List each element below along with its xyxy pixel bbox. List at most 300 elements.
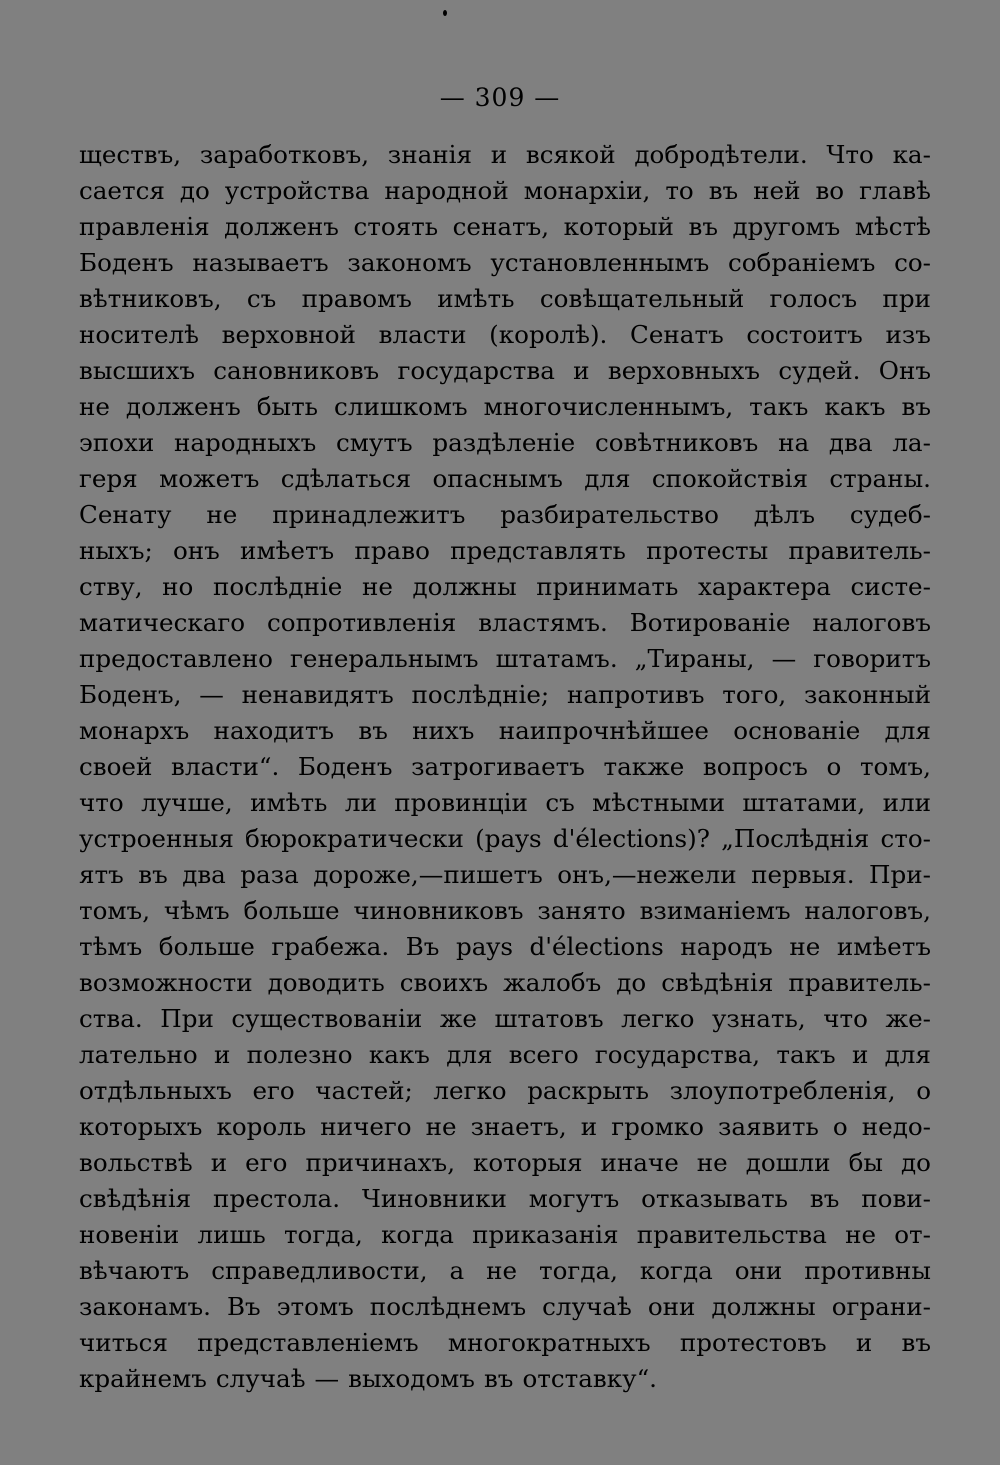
word: — [771,644,797,673]
text-line [79,497,931,533]
word: Онъ [878,356,931,385]
word: Что [826,140,874,169]
word: грабежа. [271,932,390,961]
word: Боденъ [297,752,393,781]
word: могутъ [528,1184,620,1213]
text-line [79,389,931,425]
word: народной [384,176,509,205]
word: долженъ [224,212,339,241]
word: ству, [79,572,143,601]
word: Сенату [79,500,172,529]
word: отставку“. [522,1364,657,1393]
word: основаніе [733,716,861,745]
word: чиновниковъ [353,896,524,925]
word: государства, [594,1040,761,1069]
word: о [832,1112,848,1141]
word: на [778,428,810,457]
word: налоговъ, [804,896,931,925]
word: должны [711,1292,816,1321]
word: генеральнымъ [290,644,479,673]
word: своей [79,752,153,781]
word: лательно [79,1040,198,1069]
word: слишкомъ [334,392,468,421]
text-line [79,821,931,857]
word: добродѣтели. [634,140,808,169]
word: больше [243,896,340,925]
word: съ [246,284,277,313]
word: крайнемъ [79,1364,207,1393]
word: судей. [778,356,861,385]
word: первыя. [751,860,855,889]
word: ществъ, [79,140,182,169]
word: въ [809,1184,840,1213]
word: многочисленнымъ, [483,392,734,421]
text-line [79,677,931,713]
word: совѣщательный [539,284,745,313]
word: со- [894,248,931,277]
word: его [252,1076,295,1105]
word: жалобъ [503,968,602,997]
word: протесты [646,536,769,565]
word: злоупотребленія, [669,1076,896,1105]
word: лишь [197,1220,266,1249]
word: того, [722,680,787,709]
word: не [425,1112,457,1141]
word: читься [79,1328,168,1357]
word: ненавидятъ [241,680,394,709]
word: дороже,—пишетъ [313,860,543,889]
word: не [789,932,821,961]
word: не [696,1148,728,1177]
word: (pays [475,824,542,853]
word: король [216,1112,307,1141]
text-line [79,533,931,569]
word: доводить [267,968,385,997]
word: Боденъ [79,248,174,277]
word: закономъ [347,248,472,277]
word: представлять [450,536,626,565]
word: чѣмъ [163,896,230,925]
word: законный [803,680,931,709]
word: не [79,392,110,421]
text-line [79,1109,931,1145]
word: не [486,1256,518,1285]
word: характера [698,572,831,601]
word: монархъ [79,716,190,745]
word: они [734,1256,783,1285]
text-line [79,353,931,389]
word: такъ [776,1040,836,1069]
word: лучше, [141,788,233,817]
word: правитель- [788,536,931,565]
word: а [449,1256,465,1285]
word: вопросъ [702,752,808,781]
word: два [182,860,226,889]
word: своихъ [399,968,489,997]
word: что [79,788,124,817]
word: сопротивленія [266,608,457,637]
word: частей; [315,1076,413,1105]
word: узнать, [711,1004,806,1033]
word: и [490,140,508,169]
word: совѣтниковъ [594,428,759,457]
word: бюрократически [245,824,464,853]
word: устроенныя [79,824,234,853]
word: представленіемъ [197,1328,419,1357]
word: имѣетъ [240,536,335,565]
text-line [79,1001,931,1037]
word: сто- [880,824,931,853]
word: монархіи, [523,176,651,205]
word: въ [358,716,388,745]
word: быть [256,392,319,421]
word: приказанія [472,1220,619,1249]
word: тогда, [283,1220,363,1249]
text-line [79,317,931,353]
word: послѣдніе; [411,680,550,709]
text-line [79,425,931,461]
word: всего [508,1040,579,1069]
word: вѣчаютъ [79,1256,190,1285]
word: находитъ [213,716,335,745]
word: которыхъ [79,1112,203,1141]
word: систе- [850,572,931,601]
word: налоговъ [812,608,931,637]
word: свѣдѣнія [79,1184,192,1213]
word: можетъ [159,464,260,493]
word: о [916,1076,931,1105]
text-line [79,929,931,965]
word: смутъ [336,428,413,457]
word: престола. [213,1184,341,1213]
text-line [79,1217,931,1253]
word: онъ [172,536,220,565]
word: геря [79,464,138,493]
text-line [79,245,931,281]
word: имѣетъ [836,932,931,961]
word: мѣстными [592,788,725,817]
word: всякой [525,140,616,169]
text-line [79,749,931,785]
word: причинахъ, [305,1148,456,1177]
word: отдѣльныхъ [79,1076,232,1105]
word: долженъ [125,392,241,421]
text-line [79,1181,931,1217]
word: штатамъ. [495,644,618,673]
word: установленнымъ [490,248,710,277]
word: Боденъ, [79,680,182,709]
word: которыя [473,1148,583,1177]
word: правительства [636,1220,827,1249]
word: народныхъ [174,428,317,457]
word: голосъ [769,284,858,313]
word: затрогиваетъ [411,752,585,781]
text-line [79,1037,931,1073]
word: послѣднемъ [369,1292,527,1321]
word: новеніи [79,1220,180,1249]
text-line [79,857,931,893]
word: томъ, [79,896,151,925]
word: какъ [824,392,886,421]
word: государства [397,356,555,385]
word: ничего [320,1112,412,1141]
word: въ [901,1328,931,1357]
word: Въ [405,932,440,961]
word: судеб- [849,500,931,529]
word: и [213,1040,231,1069]
word: эпохи [79,428,155,457]
word: „Послѣднія [721,824,870,853]
word: должны [412,572,517,601]
text-line [79,209,931,245]
word: этомъ [276,1292,354,1321]
word: При [160,1004,214,1033]
word: При- [869,860,931,889]
word: занято [537,896,626,925]
word: который [563,212,674,241]
word: тѣмъ [79,932,143,961]
word: легко [433,1076,507,1105]
text-line [79,965,931,1001]
word: до [901,1148,931,1177]
word: напротивъ [566,680,705,709]
word: знанія [387,140,473,169]
text-line [79,893,931,929]
word: право [354,536,430,565]
word: носителѣ [79,320,199,349]
word: нихъ [412,716,475,745]
word: ли [344,788,377,817]
text-line [79,461,931,497]
word: заработковъ, [199,140,370,169]
text-line [79,641,931,677]
word: его [245,1148,288,1177]
word: заявить [718,1112,819,1141]
word: отказывать [641,1184,789,1213]
word: легко [621,1004,695,1033]
word: послѣдніе [212,572,343,601]
text-line [79,1145,931,1181]
word: штатовъ [494,1004,604,1033]
word: ограни- [831,1292,931,1321]
word: въ [708,176,739,205]
word: съ [545,788,575,817]
ink-speck [443,10,447,16]
word: Сенатъ [630,320,724,349]
word: называетъ [192,248,329,277]
word: устройства [224,176,370,205]
word: разбирательство [500,500,719,529]
word: сановниковъ [213,356,380,385]
word: дѣлъ [753,500,816,529]
word: состоитъ [746,320,863,349]
word: сенатъ, [452,212,550,241]
word: до [179,176,210,205]
word: и [573,356,590,385]
word: правленія [79,212,210,241]
word: провинціи [394,788,528,817]
word: также [603,752,685,781]
word: верховныхъ [607,356,761,385]
word: о [826,752,842,781]
word: дошли [745,1148,831,1177]
text-line [79,281,931,317]
word: говоритъ [813,644,931,673]
word: онъ,—нежели [557,860,737,889]
word: возможности [79,968,253,997]
word: выходомъ [348,1364,475,1393]
word: до [616,968,647,997]
word: pays [456,932,513,961]
text-line [79,605,931,641]
word: для [884,716,931,745]
word: пови- [861,1184,931,1213]
word: — [199,680,224,709]
word: раскрыть [527,1076,650,1105]
word: собраніемъ [727,248,876,277]
word: d'élections)? [552,824,710,853]
word: свѣдѣнія [661,968,774,997]
word: не [845,1220,877,1249]
word: въ [688,212,718,241]
word: законамъ. [79,1292,211,1321]
word: народъ [680,932,773,961]
word: существованіи [231,1004,423,1033]
word: или [882,788,931,817]
word: d'élections [529,932,664,961]
text-line [79,137,931,173]
word: сдѣлаться [280,464,412,493]
word: ятъ [79,860,124,889]
word: высшихъ [79,356,195,385]
word: матическаго [79,608,246,637]
word: для [446,1040,493,1069]
word: въ [483,1364,514,1393]
word: другомъ [732,212,841,241]
text-line [79,1253,931,1289]
word: и [580,1112,598,1141]
page-number: — 309 — [439,83,561,112]
word: ла- [892,428,931,457]
word: для [884,1040,931,1069]
word: когда [381,1220,454,1249]
word: два [828,428,873,457]
word: сается [79,176,165,205]
text-line [79,1325,931,1361]
word: власти [378,320,467,349]
word: не [206,500,238,529]
word: справедливости, [211,1256,428,1285]
text-line [79,713,931,749]
word: раздѣленіе [432,428,576,457]
word: то [665,176,694,205]
word: во [815,176,845,205]
word: штатами, [742,788,866,817]
word: Вотированіе [629,608,791,637]
word: они [647,1292,696,1321]
word: Чиновники [361,1184,507,1213]
word: властямъ. [478,608,608,637]
word: ства. [79,1004,143,1033]
word: многократныхъ [447,1328,651,1357]
word: противны [804,1256,931,1285]
word: знаетъ, [470,1112,567,1141]
word: не [361,572,393,601]
word: наипрочнѣйшее [498,716,709,745]
word: недо- [861,1112,931,1141]
word: принадлежитъ [272,500,466,529]
word: и [855,1328,873,1357]
word: принимать [536,572,679,601]
word: мѣстѣ [854,212,931,241]
word: главѣ [859,176,931,205]
word: какъ [368,1040,430,1069]
word: и [851,1040,869,1069]
word: иначе [600,1148,679,1177]
word: опаснымъ [432,464,563,493]
word: ней [753,176,801,205]
word: вольствѣ [79,1148,193,1177]
word: такъ [749,392,809,421]
word: Въ [226,1292,261,1321]
word: что [823,1004,868,1033]
word: когда [639,1256,713,1285]
text-line [79,1361,931,1397]
word: ка- [892,140,931,169]
text-line [79,569,931,605]
word: бы [848,1148,883,1177]
word: но [162,572,194,601]
word: же- [885,1004,931,1033]
word: стоять [353,212,439,241]
word: для [584,464,631,493]
word: и [210,1148,228,1177]
word: (королѣ). [489,320,608,349]
word: правитель- [788,968,931,997]
word: громко [611,1112,704,1141]
word: власти“. [170,752,280,781]
word: въ [138,860,168,889]
text-line [79,785,931,821]
word: больше [158,932,255,961]
word: изъ [885,320,931,349]
word: имѣть [437,284,515,313]
word: имѣть [250,788,328,817]
body-text [79,137,931,1397]
word: спокойствія [651,464,809,493]
word: ныхъ; [79,536,153,565]
text-line [79,1289,931,1325]
word: въ [901,392,931,421]
word: тогда, [539,1256,618,1285]
word: при [882,284,931,313]
text-line [79,1073,931,1109]
word: от- [894,1220,931,1249]
text-line [79,173,931,209]
word: взиманіемъ [639,896,791,925]
word: верховной [221,320,356,349]
word: „Тираны, [634,644,755,673]
word: страны. [829,464,931,493]
word: томъ, [859,752,931,781]
word: полезно [246,1040,353,1069]
word: правомъ [301,284,412,313]
word: же [439,1004,477,1033]
word: вѣтниковъ, [79,284,222,313]
word: — [314,1364,340,1393]
word: раза [240,860,299,889]
word: предоставлено [79,644,273,673]
